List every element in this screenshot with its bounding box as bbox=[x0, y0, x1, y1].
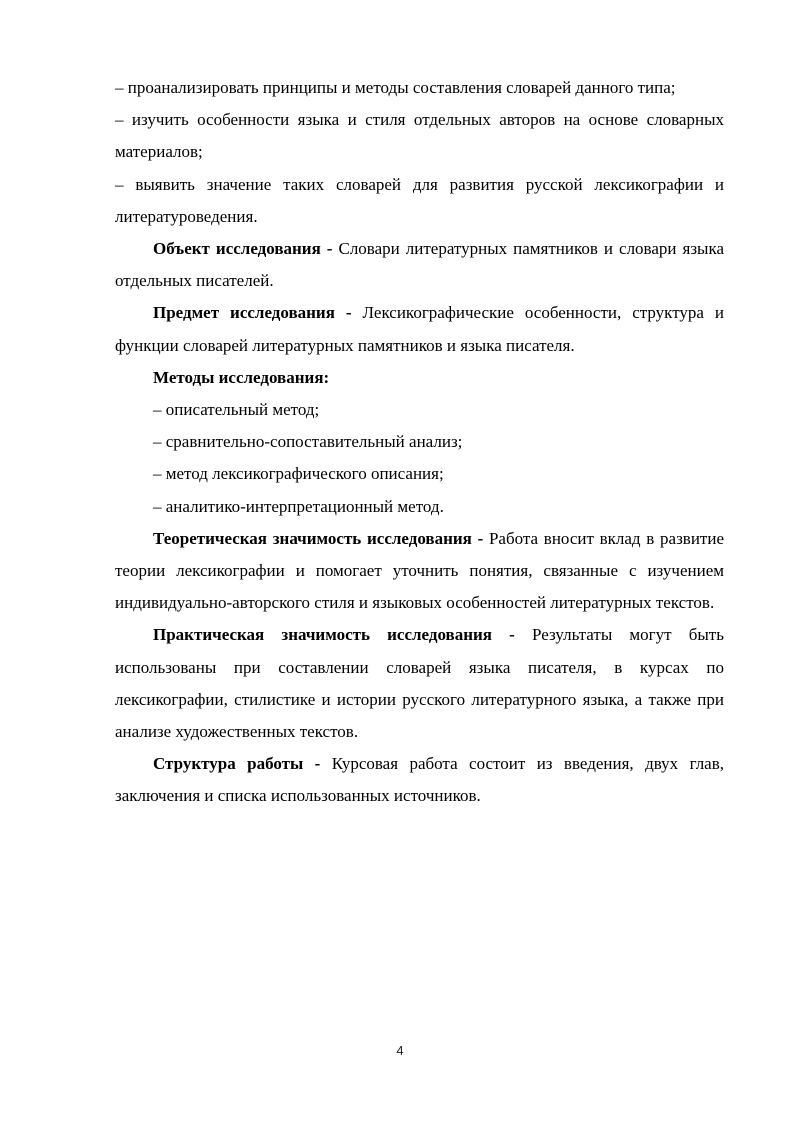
structure-paragraph bbox=[115, 748, 724, 812]
theoretical-lead: Теоретическая значимость исследования - bbox=[153, 528, 489, 548]
document-body bbox=[115, 72, 724, 813]
structure-text: Курсовая работа состоит из введения, двух глав, заключения и списка использованных источников. bbox=[115, 754, 724, 806]
method-item: – сравнительно-сопоставительный анализ; bbox=[153, 432, 463, 452]
subject-lead: Предмет исследования - bbox=[153, 303, 363, 323]
object-text: Словари литературных памятников и словари языка отдельных писателей. bbox=[115, 239, 725, 291]
structure-lead: Структура работы - bbox=[153, 754, 332, 774]
practical-text: Результаты могут быть использованы при составлении словарей языка писателя, в курсах по лексикографии, стилистике и истории русского литературного языка, а также при анализе художественных текстов. bbox=[115, 625, 724, 742]
method-item: – описательный метод; bbox=[153, 400, 320, 420]
object-paragraph bbox=[115, 233, 724, 297]
task-item: – проанализировать принципы и методы составления словарей данного типа; bbox=[115, 78, 676, 97]
practical-paragraph bbox=[115, 619, 724, 748]
theoretical-paragraph bbox=[115, 523, 724, 620]
theoretical-text: Работа вносит вклад в развитие теории лексикографии и помогает уточнить понятия, связанные с изучением индивидуально-авторского стиля и языковых особенностей литературных текстов. bbox=[115, 528, 724, 613]
subject-text: Лексикографические особенности, структура и функции словарей литературных памятников и языка писателя. bbox=[115, 303, 724, 355]
methods-heading: Методы исследования: bbox=[153, 367, 330, 387]
object-lead: Объект исследования - bbox=[153, 239, 339, 259]
practical-lead: Практическая значимость исследования - bbox=[153, 625, 532, 645]
task-item: – выявить значение таких словарей для развития русской лексикографии и литературоведения. bbox=[115, 174, 724, 226]
method-item: – аналитико-интерпретационный метод. bbox=[153, 496, 444, 516]
subject-paragraph bbox=[115, 297, 724, 361]
page-number: 4 bbox=[396, 1043, 404, 1058]
task-item: – изучить особенности языка и стиля отдельных авторов на основе словарных материалов; bbox=[115, 110, 724, 162]
method-item: – метод лексикографического описания; bbox=[153, 464, 444, 484]
